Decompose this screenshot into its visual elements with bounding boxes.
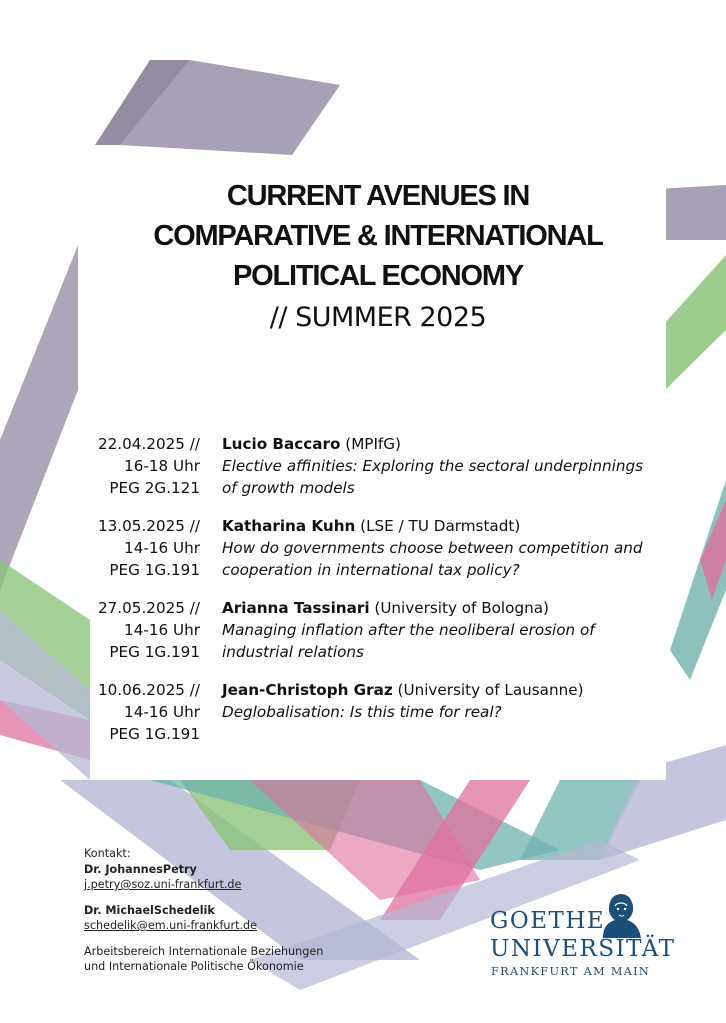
talk-time: 14-16 Uhr [124, 703, 200, 721]
talk-info [222, 433, 662, 499]
contact-name-2: Dr. MichaelSchedelik [84, 903, 215, 917]
talk-speaker-line [222, 597, 662, 619]
talk-time: 14-16 Uhr [124, 539, 200, 557]
talk-speaker: Lucio Baccaro [222, 435, 341, 453]
talk-topic: Managing inflation after the neoliberal erosion of industrial relations [222, 621, 595, 661]
talk-time: 14-16 Uhr [124, 621, 200, 639]
talk-topic: Deglobalisation: Is this time for real? [222, 703, 502, 721]
talk-affiliation: (MPIfG) [340, 435, 401, 453]
talk-room: PEG 1G.191 [109, 643, 200, 661]
talk-info [222, 679, 662, 723]
title-block [90, 176, 666, 338]
talk-date: 22.04.2025 // [97, 435, 200, 453]
talk-speaker-line [222, 679, 662, 701]
talk-affiliation: (University of Lausanne) [392, 681, 584, 699]
talk-date: 10.06.2025 // [97, 681, 200, 699]
talk-meta [90, 515, 200, 581]
ribbon-purple-left [0, 245, 78, 590]
title-line-2: COMPARATIVE & INTERNATIONAL [153, 220, 603, 252]
university-logo [490, 890, 676, 980]
title-line-1: CURRENT AVENUES IN [226, 180, 530, 212]
contact-label: Kontakt: [84, 847, 131, 860]
talk-date: 27.05.2025 // [97, 599, 200, 617]
talk-room: PEG 1G.191 [109, 561, 200, 579]
talk-meta [90, 433, 200, 499]
talk-affiliation: (LSE / TU Darmstadt) [355, 517, 521, 535]
talk-info [222, 515, 662, 581]
title-line-3: POLITICAL ECONOMY [232, 260, 524, 292]
talk-speaker: Jean-Christoph Graz [222, 681, 393, 699]
contact-email-link-2[interactable]: schedelik@em.uni-frankfurt.de [84, 919, 258, 932]
talk-speaker-line [222, 515, 662, 537]
talk-speaker: Arianna Tassinari [222, 599, 370, 617]
logo-word-frankfurt: FRANKFURT AM MAIN [491, 965, 651, 978]
talk-speaker: Katharina Kuhn [222, 517, 356, 535]
talk-meta [90, 679, 200, 745]
talk-time: 16-18 Uhr [124, 457, 200, 475]
talk-room: PEG 2G.121 [109, 479, 200, 497]
department-line-2: und Internationale Politische Ökonomie [84, 960, 304, 973]
talk-meta [90, 597, 200, 663]
talk-affiliation: (University of Bologna) [369, 599, 549, 617]
talk-info [222, 597, 662, 663]
contact-email-link-1[interactable]: j.petry@soz.uni-frankfurt.de [84, 878, 242, 891]
talk-date: 13.05.2025 // [97, 517, 200, 535]
department-line-1: Arbeitsbereich Internationale Beziehungen [84, 944, 324, 958]
talk-topic: Elective affinities: Exploring the sectoral underpinnings of growth models [222, 457, 644, 497]
logo-word-universitaet: UNIVERSITÄT [490, 936, 676, 962]
talk-topic: How do governments choose between competition and cooperation in international tax policy? [222, 539, 643, 579]
contact-name-1: Dr. JohannesPetry [84, 862, 197, 876]
talk-speaker-line [222, 433, 662, 455]
subtitle: // SUMMER 2025 [269, 302, 487, 333]
talk-room: PEG 1G.191 [109, 725, 200, 743]
logo-word-goethe: GOETHE [490, 908, 606, 934]
contact-block [84, 846, 323, 975]
